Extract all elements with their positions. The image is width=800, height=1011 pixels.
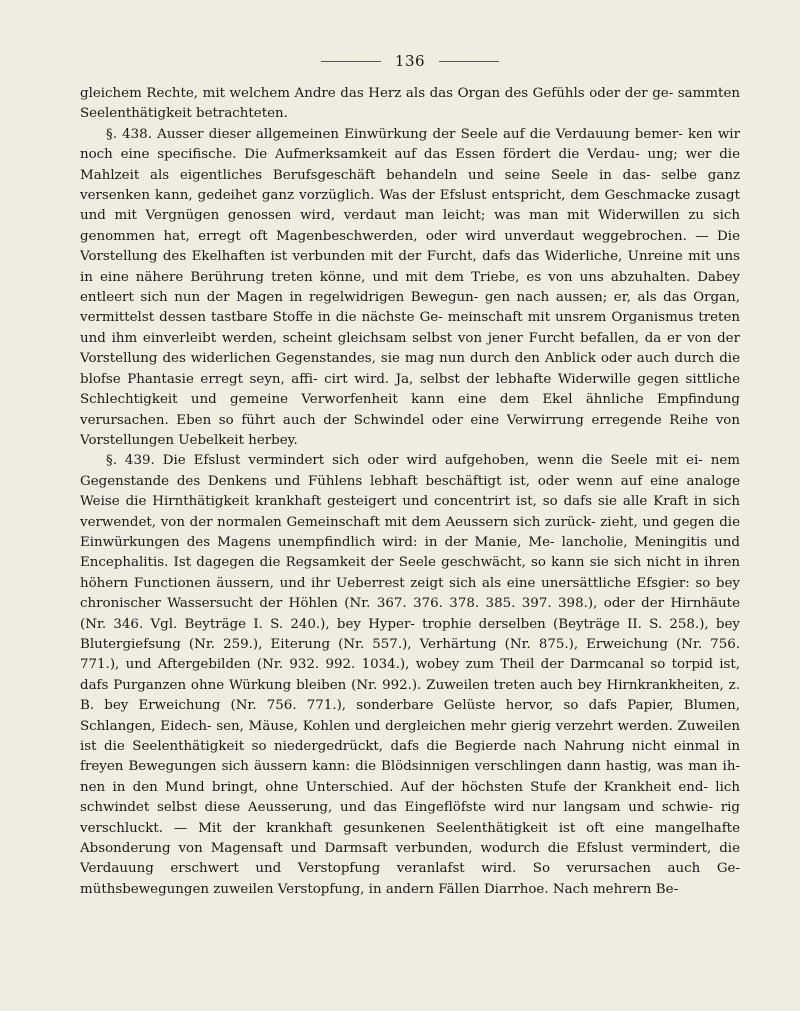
paragraph-continuation — [80, 84, 740, 125]
section-number: §. 439. — [106, 453, 155, 469]
paragraph-text: Ausser dieser allgemeinen Einwürkung der Seele auf die Verdauung bemer- ken wir noch eine specifische. Die Aufmerksamkeit auf das Essen fördert die Verdau- ung; wer die Mahlzeit als eigentliches Berufsgeschäft behandeln und seine Seele in das- selbe ganz versenken kann, gedeihet ganz vorzüglich. Was der Efslust entspricht, dem Geschmacke zusagt und mit Vergnügen genossen wird, verdaut man leicht; was man mit Widerwillen zu sich genommen hat, erregt oft Magenbeschwerden, oder wird unverdaut weggebrochen. — Die Vorstellung des Ekelhaften ist verbunden mit der Furcht, dafs das Widerliche, Unreine mit uns in eine nähere Berührung treten könne, und mit dem Triebe, es von uns abzuhalten. Dabey entleert sich nun der Magen in regelwidrigen Bewegun- gen nach aussen; er, als das Organ, vermittelst dessen tastbare Stoffe in die nächste Ge- meinschaft mit unsrem Organismus treten und ihm einverleibt werden, scheint gleichsam selbst von jener Furcht befallen, da er von der Vorstellung des widerlichen Gegenstandes, sie mag nun durch den Anblick oder auch durch die blofse Phantasie erregt seyn, affi- cirt wird. Ja, selbst der lebhafte Widerwille gegen sittliche Schlechtigkeit und gemeine Verworfenheit kann eine dem Ekel ähnliche Empfindung verursachen. Eben so führt auch der Schwindel oder eine Verwirrung erregende Reihe von Vorstellungen Uebelkeit herbey. — [80, 126, 740, 448]
section-number: §. 438. — [106, 126, 152, 142]
body-text — [80, 84, 740, 900]
paragraph-section-438 — [80, 125, 740, 452]
paragraph-section-439 — [80, 451, 740, 900]
header-rule-left — [321, 61, 381, 62]
page-header — [80, 52, 740, 70]
paragraph-text: Die Efslust vermindert sich oder wird aufgehoben, wenn die Seele mit ei- nem Gegenstande des Denkens und Fühlens lebhaft beschäftigt ist, oder wenn auf eine analoge Weise die Hirnthätigkeit krankhaft gesteigert und concentrirt ist, so dafs sie alle Kraft in sich verwendet, von der normalen Gemeinschaft mit dem Aeussern sich zurück- zieht, und gegen die Einwürkungen des Magens unempfindlich wird: in der Manie, Me- lancholie, Meningitis und Encephalitis. Ist dagegen die Regsamkeit der Seele geschwächt, so kann sie sich nicht in ihren höhern Functionen äussern, und ihr Ueberrest zeigt sich als eine unersättliche Efsgier: so bey chronischer Wassersucht der Höhlen (Nr. 367. 376. 378. 385. 397. 398.), oder der Hirnhäute (Nr. 346. Vgl. Beyträge I. S. 240.), bey Hyper- trophie derselben (Beyträge II. S. 258.), bey Blutergiefsung (Nr. 259.), Eiterung (Nr. 557.), Verhärtung (Nr. 875.), Erweichung (Nr. 756. 771.), und Aftergebilden (Nr. 932. 992. 1034.), wobey zum Theil der Darmcanal so torpid ist, dafs Purganzen ohne Würkung bleiben (Nr. 992.). Zuweilen treten auch bey Hirnkrankheiten, z. B. bey Erweichung (Nr. 756. 771.), sonderbare Gelüste hervor, so dafs Papier, Blumen, Schlangen, Eidech- sen, Mäuse, Kohlen und dergleichen mehr gierig verzehrt werden. Zuweilen ist die Seelenthätigkeit so niedergedrückt, dafs die Begierde nach Nahrung nicht einmal in freyen Bewegungen sich äussern kann: die Blödsinnigen verschlingen dann hastig, was man ih- nen in den Mund bringt, ohne Unterschied. Auf der höchsten Stufe der Krankheit end- lich schwindet selbst diese Aeusserung, und das Eingeflöfste wird nur langsam und schwie- rig verschluckt. — Mit der krankhaft gesunkenen Seelenthätigkeit ist oft eine mangelhafte Absonderung von Magensaft und Darmsaft verbunden, wodurch die Efslust vermindert, die Verdauung erschwert und Verstopfung veranlafst wird. So verursachen auch Ge- müthsbewegungen zuweilen Verstopfung, in andern Fällen Diarrhoe. Nach mehrern Be- — [80, 453, 740, 897]
header-rule-right — [439, 61, 499, 62]
page-number: 136 — [394, 52, 426, 70]
paragraph-text: gleichem Rechte, mit welchem Andre das Herz als das Organ des Gefühls oder der ge- sammten Seelenthätigkeit betrachteten. — [80, 86, 740, 122]
